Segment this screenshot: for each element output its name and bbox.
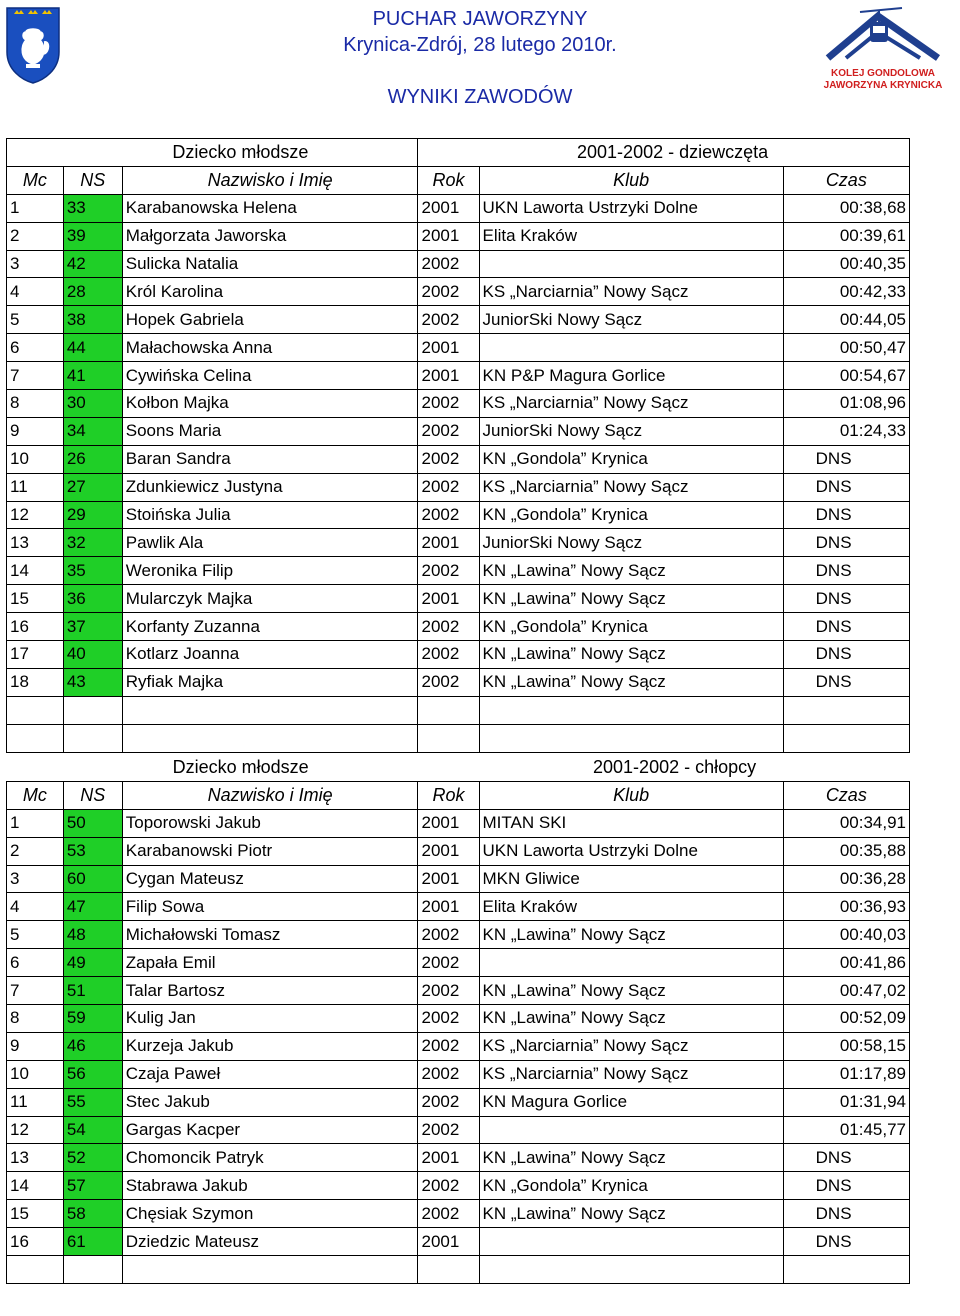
cell-ns: 58 <box>63 1200 122 1228</box>
cell-ns: 50 <box>63 809 122 837</box>
cell-ns: 39 <box>63 222 122 250</box>
col-rok: Rok <box>418 166 479 194</box>
cell-name: Cygan Mateusz <box>122 865 418 893</box>
cell-club: KN „Gondola” Krynica <box>479 445 783 473</box>
col-mc: Mc <box>7 781 64 809</box>
cell-mc: 17 <box>7 641 64 669</box>
cell-club: KN „Lawina” Nowy Sącz <box>479 977 783 1005</box>
table-row <box>7 893 910 921</box>
cell-club: UKN Laworta Ustrzyki Dolne <box>479 194 783 222</box>
cell-name: Zdunkiewicz Justyna <box>122 473 418 501</box>
cell-mc: 14 <box>7 1172 64 1200</box>
cell-name: Mularczyk Majka <box>122 585 418 613</box>
cell-name: Stec Jakub <box>122 1088 418 1116</box>
cell-club <box>479 1116 783 1144</box>
cell-time: 00:42,33 <box>783 278 909 306</box>
table-row <box>7 250 910 278</box>
cell-rok: 2002 <box>418 1200 479 1228</box>
cell-mc: 10 <box>7 445 64 473</box>
table-row <box>7 1032 910 1060</box>
cell-name: Kurzeja Jakub <box>122 1032 418 1060</box>
cell-mc: 13 <box>7 1144 64 1172</box>
cell-club: KS „Narciarnia” Nowy Sącz <box>479 1060 783 1088</box>
table-row <box>7 445 910 473</box>
logo-text-2: JAWORZYNA KRYNICKA <box>823 80 943 91</box>
table-row <box>7 557 910 585</box>
cell-ns: 29 <box>63 501 122 529</box>
cell-mc: 4 <box>7 893 64 921</box>
cell-ns: 30 <box>63 390 122 418</box>
results-heading: WYNIKI ZAWODÓW <box>387 86 573 108</box>
cell-time: DNS <box>783 473 909 501</box>
cell-club: KN Magura Gorlice <box>479 1088 783 1116</box>
cell-ns: 60 <box>63 865 122 893</box>
table-row <box>7 473 910 501</box>
table-row <box>7 809 910 837</box>
table-row <box>7 222 910 250</box>
cell-time: DNS <box>783 501 909 529</box>
cell-time: DNS <box>783 529 909 557</box>
cell-club: MITAN SKI <box>479 809 783 837</box>
cell-rok: 2002 <box>418 306 479 334</box>
cell-time: DNS <box>783 585 909 613</box>
cell-ns: 46 <box>63 1032 122 1060</box>
cell-time: 00:35,88 <box>783 837 909 865</box>
table-row <box>7 1200 910 1228</box>
cell-name: Karabanowski Piotr <box>122 837 418 865</box>
cell-name: Cywińska Celina <box>122 362 418 390</box>
cell-ns: 44 <box>63 334 122 362</box>
col-club: Klub <box>479 781 783 809</box>
cell-name: Sulicka Natalia <box>122 250 418 278</box>
girls-results-table <box>6 138 910 753</box>
cell-time: DNS <box>783 1200 909 1228</box>
table-row <box>7 921 910 949</box>
cell-mc: 11 <box>7 1088 64 1116</box>
table-row <box>7 977 910 1005</box>
cell-mc: 2 <box>7 222 64 250</box>
cell-time: 01:08,96 <box>783 390 909 418</box>
category-label: Dziecko młodsze <box>172 757 309 778</box>
table-row <box>7 1144 910 1172</box>
cell-ns: 26 <box>63 445 122 473</box>
cell-rok: 2002 <box>418 977 479 1005</box>
cell-ns: 37 <box>63 613 122 641</box>
cell-rok: 2001 <box>418 1228 479 1256</box>
cell-time: 00:38,68 <box>783 194 909 222</box>
cell-rok: 2001 <box>418 809 479 837</box>
blank-row <box>7 696 910 724</box>
gondola-logo-icon <box>808 6 958 94</box>
table-row <box>7 362 910 390</box>
table-row <box>7 1088 910 1116</box>
cell-club: KS „Narciarnia” Nowy Sącz <box>479 473 783 501</box>
cell-club: KS „Narciarnia” Nowy Sącz <box>479 278 783 306</box>
cell-time: DNS <box>783 668 909 696</box>
table-row <box>7 501 910 529</box>
cell-club: KN „Gondola” Krynica <box>479 613 783 641</box>
cell-mc: 13 <box>7 529 64 557</box>
cell-name: Karabanowska Helena <box>122 194 418 222</box>
cell-club <box>479 1228 783 1256</box>
cell-ns: 32 <box>63 529 122 557</box>
cell-mc: 4 <box>7 278 64 306</box>
cell-rok: 2002 <box>418 557 479 585</box>
cell-mc: 12 <box>7 501 64 529</box>
cell-club <box>479 949 783 977</box>
cell-ns: 35 <box>63 557 122 585</box>
cell-rok: 2001 <box>418 837 479 865</box>
cell-mc: 11 <box>7 473 64 501</box>
cell-time: 00:39,61 <box>783 222 909 250</box>
cell-mc: 9 <box>7 1032 64 1060</box>
table-row <box>7 278 910 306</box>
cell-rok: 2001 <box>418 529 479 557</box>
cell-ns: 48 <box>63 921 122 949</box>
cell-club: UKN Laworta Ustrzyki Dolne <box>479 837 783 865</box>
cell-time: 01:24,33 <box>783 417 909 445</box>
cell-rok: 2002 <box>418 501 479 529</box>
cell-ns: 53 <box>63 837 122 865</box>
cell-mc: 16 <box>7 613 64 641</box>
blank-row <box>7 724 910 752</box>
cell-time: DNS <box>783 1144 909 1172</box>
cell-ns: 52 <box>63 1144 122 1172</box>
cell-club: MKN Gliwice <box>479 865 783 893</box>
cell-mc: 2 <box>7 837 64 865</box>
cell-name: Czaja Paweł <box>122 1060 418 1088</box>
cell-club: Elita Kraków <box>479 222 783 250</box>
cell-mc: 8 <box>7 1005 64 1033</box>
cell-club: KS „Narciarnia” Nowy Sącz <box>479 390 783 418</box>
cell-rok: 2002 <box>418 1088 479 1116</box>
cell-mc: 15 <box>7 585 64 613</box>
cell-club: KN „Lawina” Nowy Sącz <box>479 668 783 696</box>
cell-mc: 9 <box>7 417 64 445</box>
cell-ns: 34 <box>63 417 122 445</box>
cell-time: 00:54,67 <box>783 362 909 390</box>
boys-results-table <box>6 754 910 1284</box>
cell-name: Hopek Gabriela <box>122 306 418 334</box>
column-headers <box>7 166 910 194</box>
table-row <box>7 1060 910 1088</box>
cell-ns: 49 <box>63 949 122 977</box>
cell-rok: 2002 <box>418 1032 479 1060</box>
cell-time: 01:17,89 <box>783 1060 909 1088</box>
cell-club: Elita Kraków <box>479 893 783 921</box>
cell-name: Baran Sandra <box>122 445 418 473</box>
category-label: Dziecko młodsze <box>63 139 418 167</box>
table-row <box>7 306 910 334</box>
cell-time: DNS <box>783 1228 909 1256</box>
cell-time: 01:31,94 <box>783 1088 909 1116</box>
cell-name: Zapała Emil <box>122 949 418 977</box>
cell-rok: 2002 <box>418 1005 479 1033</box>
cell-club: KN „Lawina” Nowy Sącz <box>479 921 783 949</box>
col-name: Nazwisko i Imię <box>122 781 418 809</box>
cell-rok: 2001 <box>418 865 479 893</box>
group-label: 2001-2002 - chłopcy <box>593 757 757 778</box>
cell-rok: 2002 <box>418 1116 479 1144</box>
cell-mc: 7 <box>7 362 64 390</box>
cell-ns: 27 <box>63 473 122 501</box>
cell-club: KN P&P Magura Gorlice <box>479 362 783 390</box>
table-row <box>7 1228 910 1256</box>
cell-name: Weronika Filip <box>122 557 418 585</box>
cell-name: Toporowski Jakub <box>122 809 418 837</box>
cell-time: 00:52,09 <box>783 1005 909 1033</box>
cell-name: Chęsiak Szymon <box>122 1200 418 1228</box>
cell-rok: 2001 <box>418 893 479 921</box>
cell-rok: 2001 <box>418 222 479 250</box>
cell-club: KN „Lawina” Nowy Sącz <box>479 1144 783 1172</box>
cell-rok: 2002 <box>418 417 479 445</box>
col-name: Nazwisko i Imię <box>122 166 418 194</box>
cell-name: Talar Bartosz <box>122 977 418 1005</box>
cell-time: 00:58,15 <box>783 1032 909 1060</box>
cell-name: Pawlik Ala <box>122 529 418 557</box>
cell-ns: 59 <box>63 1005 122 1033</box>
cell-ns: 51 <box>63 977 122 1005</box>
cell-name: Michałowski Tomasz <box>122 921 418 949</box>
cell-rok: 2002 <box>418 390 479 418</box>
cell-rok: 2001 <box>418 1144 479 1172</box>
cell-club: KN „Gondola” Krynica <box>479 501 783 529</box>
cell-name: Małachowska Anna <box>122 334 418 362</box>
cell-mc: 7 <box>7 977 64 1005</box>
cell-name: Stabrawa Jakub <box>122 1172 418 1200</box>
cell-time: DNS <box>783 557 909 585</box>
cell-club <box>479 334 783 362</box>
cell-mc: 15 <box>7 1200 64 1228</box>
table-row <box>7 529 910 557</box>
section-header-boys <box>7 754 910 781</box>
col-club: Klub <box>479 166 783 194</box>
cell-ns: 33 <box>63 194 122 222</box>
col-ns: NS <box>63 166 122 194</box>
cell-club: JuniorSki Nowy Sącz <box>479 306 783 334</box>
cell-club <box>479 250 783 278</box>
cell-club: KS „Narciarnia” Nowy Sącz <box>479 1032 783 1060</box>
cell-mc: 12 <box>7 1116 64 1144</box>
cell-time: DNS <box>783 1172 909 1200</box>
logo-text-1: KOLEJ GONDOLOWA <box>831 68 935 79</box>
cell-name: Gargas Kacper <box>122 1116 418 1144</box>
cell-name: Małgorzata Jaworska <box>122 222 418 250</box>
table-row <box>7 1116 910 1144</box>
cell-time: DNS <box>783 641 909 669</box>
cell-time: DNS <box>783 613 909 641</box>
cell-ns: 36 <box>63 585 122 613</box>
cell-mc: 1 <box>7 809 64 837</box>
cell-ns: 28 <box>63 278 122 306</box>
table-row <box>7 837 910 865</box>
cell-mc: 8 <box>7 390 64 418</box>
cell-mc: 5 <box>7 306 64 334</box>
cell-ns: 55 <box>63 1088 122 1116</box>
cell-time: 00:36,93 <box>783 893 909 921</box>
cell-name: Filip Sowa <box>122 893 418 921</box>
table-row <box>7 417 910 445</box>
table-row <box>7 1005 910 1033</box>
column-headers <box>7 781 910 809</box>
cell-time: 00:44,05 <box>783 306 909 334</box>
table-row <box>7 641 910 669</box>
cell-rok: 2002 <box>418 613 479 641</box>
cell-ns: 57 <box>63 1172 122 1200</box>
cell-rok: 2002 <box>418 641 479 669</box>
cell-time: DNS <box>783 445 909 473</box>
cell-name: Król Karolina <box>122 278 418 306</box>
cell-time: 00:41,86 <box>783 949 909 977</box>
cell-rok: 2002 <box>418 668 479 696</box>
cell-time: 00:47,02 <box>783 977 909 1005</box>
col-time: Czas <box>783 166 909 194</box>
cell-rok: 2001 <box>418 334 479 362</box>
cell-club: KN „Lawina” Nowy Sącz <box>479 1200 783 1228</box>
col-rok: Rok <box>418 781 479 809</box>
cell-time: 00:40,35 <box>783 250 909 278</box>
cell-mc: 6 <box>7 949 64 977</box>
cell-rok: 2002 <box>418 473 479 501</box>
cell-name: Stoińska Julia <box>122 501 418 529</box>
cell-name: Dziedzic Mateusz <box>122 1228 418 1256</box>
cell-time: 00:50,47 <box>783 334 909 362</box>
cell-rok: 2002 <box>418 921 479 949</box>
table-row <box>7 194 910 222</box>
group-label: 2001-2002 - dziewczęta <box>479 139 909 167</box>
cell-name: Kulig Jan <box>122 1005 418 1033</box>
cell-time: 00:40,03 <box>783 921 909 949</box>
cell-mc: 1 <box>7 194 64 222</box>
cell-name: Soons Maria <box>122 417 418 445</box>
cell-rok: 2002 <box>418 949 479 977</box>
cell-ns: 42 <box>63 250 122 278</box>
table-row <box>7 949 910 977</box>
cell-ns: 41 <box>63 362 122 390</box>
cell-rok: 2002 <box>418 1060 479 1088</box>
cell-rok: 2002 <box>418 278 479 306</box>
section-header-girls <box>7 139 910 167</box>
cell-rok: 2002 <box>418 445 479 473</box>
table-row <box>7 1172 910 1200</box>
cell-mc: 14 <box>7 557 64 585</box>
blank-row <box>7 1256 910 1284</box>
cell-rok: 2001 <box>418 585 479 613</box>
cell-name: Kołbon Majka <box>122 390 418 418</box>
cell-club: KN „Lawina” Nowy Sącz <box>479 585 783 613</box>
cell-ns: 38 <box>63 306 122 334</box>
cell-time: 01:45,77 <box>783 1116 909 1144</box>
cell-club: JuniorSki Nowy Sącz <box>479 529 783 557</box>
cell-time: 00:34,91 <box>783 809 909 837</box>
cell-name: Korfanty Zuzanna <box>122 613 418 641</box>
col-mc: Mc <box>7 166 64 194</box>
col-ns: NS <box>63 781 122 809</box>
cell-ns: 40 <box>63 641 122 669</box>
cell-rok: 2001 <box>418 362 479 390</box>
cell-club: KN „Lawina” Nowy Sącz <box>479 641 783 669</box>
cell-ns: 56 <box>63 1060 122 1088</box>
cell-mc: 5 <box>7 921 64 949</box>
table-row <box>7 668 910 696</box>
cell-mc: 10 <box>7 1060 64 1088</box>
cell-rok: 2001 <box>418 194 479 222</box>
table-row <box>7 334 910 362</box>
table-row <box>7 390 910 418</box>
cell-ns: 47 <box>63 893 122 921</box>
page-title: PUCHAR JAWORZYNY <box>372 8 588 30</box>
cell-rok: 2002 <box>418 1172 479 1200</box>
cell-mc: 6 <box>7 334 64 362</box>
cell-rok: 2002 <box>418 250 479 278</box>
cell-mc: 3 <box>7 250 64 278</box>
cell-club: KN „Gondola” Krynica <box>479 1172 783 1200</box>
cell-club: KN „Lawina” Nowy Sącz <box>479 1005 783 1033</box>
cell-club: JuniorSki Nowy Sącz <box>479 417 783 445</box>
cell-ns: 43 <box>63 668 122 696</box>
cell-name: Kotlarz Joanna <box>122 641 418 669</box>
event-location-date: Krynica-Zdrój, 28 lutego 2010r. <box>343 34 617 56</box>
cell-time: 00:36,28 <box>783 865 909 893</box>
cell-mc: 16 <box>7 1228 64 1256</box>
cell-mc: 3 <box>7 865 64 893</box>
cell-name: Chomoncik Patryk <box>122 1144 418 1172</box>
cell-name: Ryfiak Majka <box>122 668 418 696</box>
cell-mc: 18 <box>7 668 64 696</box>
table-row <box>7 613 910 641</box>
table-row <box>7 865 910 893</box>
cell-club: KN „Lawina” Nowy Sącz <box>479 557 783 585</box>
cell-ns: 61 <box>63 1228 122 1256</box>
col-time: Czas <box>783 781 909 809</box>
cell-ns: 54 <box>63 1116 122 1144</box>
table-row <box>7 585 910 613</box>
